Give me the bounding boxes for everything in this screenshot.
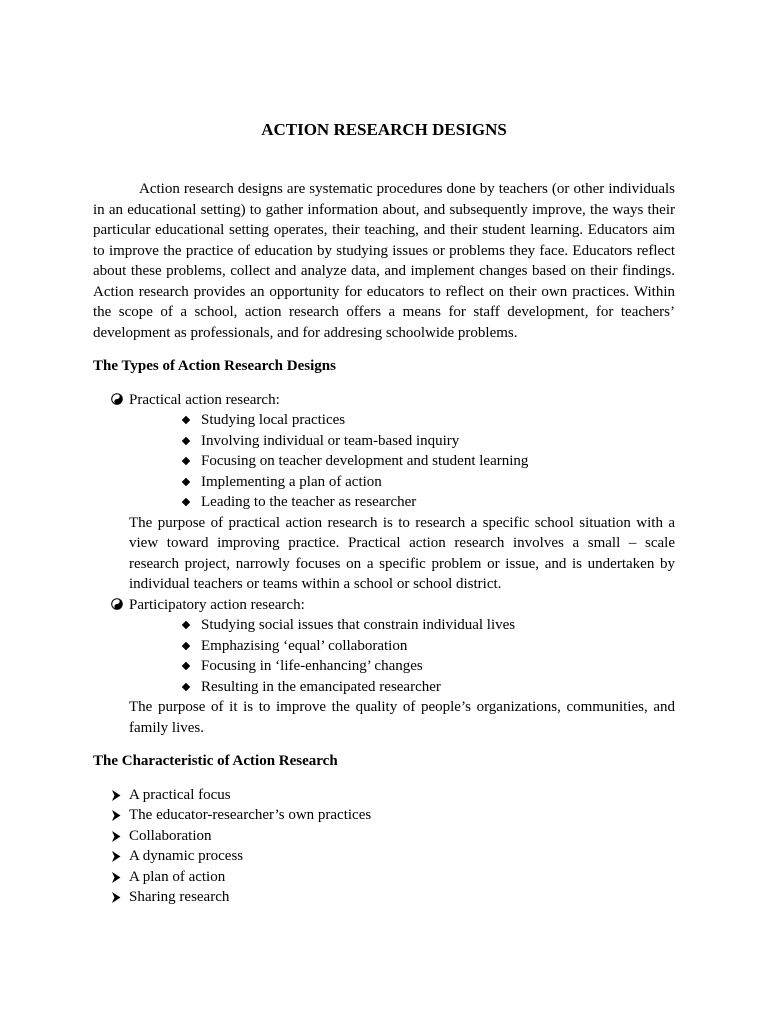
diamond-bullet-icon xyxy=(182,621,190,629)
list-item-text: A dynamic process xyxy=(129,848,244,864)
list-item-text: Focusing in ‘life-enhancing’ changes xyxy=(201,658,423,674)
diamond-bullet-icon xyxy=(182,416,190,424)
list-item xyxy=(93,805,675,826)
list-item xyxy=(166,451,675,472)
list-item xyxy=(166,472,675,493)
list-item xyxy=(166,492,675,513)
yin-yang-icon xyxy=(111,393,123,405)
arrow-bullet-icon xyxy=(111,790,121,801)
list-item-text: A practical focus xyxy=(129,786,231,803)
type-item-participatory xyxy=(93,595,675,739)
diamond-bullet-icon xyxy=(182,498,190,506)
diamond-bullet-icon xyxy=(182,662,190,670)
types-list xyxy=(93,390,675,739)
characteristics-heading: The Characteristic of Action Research xyxy=(93,753,338,769)
list-item xyxy=(93,887,675,908)
list-item-text: Involving individual or team-based inquiry xyxy=(201,432,460,449)
list-item-text: A plan of action xyxy=(129,868,226,885)
list-item xyxy=(166,677,675,698)
purpose-paragraph: The purpose of practical action research is to research a specific school situation with a view toward improving practice. Practical action research involves a small – scale research project, narrowly focuses on a specific problem or issue, and is undertaken by individual teachers or teams within a school or school district. xyxy=(129,514,675,592)
yin-yang-icon xyxy=(111,598,123,610)
type-item-practical xyxy=(93,390,675,595)
list-item xyxy=(166,410,675,431)
diamond-bullet-icon xyxy=(182,682,190,690)
list-item xyxy=(93,846,675,867)
arrow-bullet-icon xyxy=(111,831,121,842)
diamond-bullet-icon xyxy=(182,477,190,485)
list-item-text: Collaboration xyxy=(129,827,212,844)
list-item-text: Studying local practices xyxy=(201,412,346,428)
bullet-list xyxy=(129,410,675,513)
list-item xyxy=(93,867,675,888)
type-label: Participatory action research: xyxy=(129,596,305,613)
diamond-bullet-icon xyxy=(182,641,190,649)
arrow-bullet-icon xyxy=(111,810,121,821)
diamond-bullet-icon xyxy=(182,457,190,465)
arrow-bullet-icon xyxy=(111,892,121,903)
list-item-text: Sharing research xyxy=(129,889,230,905)
diamond-bullet-icon xyxy=(182,436,190,444)
document-body xyxy=(93,179,675,908)
intro-paragraph: Action research designs are systematic procedures done by teachers (or other individuals in an educational setting) to gather information about, and subsequently improve, the ways their particular educational setting operates, their teaching, and their student learning. Educators aim to improve the practice of education by studying issues or problems they face. Educators reflect about these problems, collect and analyze data, and implement changes based on their findings. Action research provides an opportunity for educators to reflect on their own practices. Within the scope of a school, action research offers a means for staff development, for teachers’ development as professionals, and for addresing schoolwide problems. xyxy=(93,181,675,341)
bullet-list xyxy=(129,615,675,697)
types-heading: The Types of Action Research Designs xyxy=(93,358,336,374)
arrow-bullet-icon xyxy=(111,872,121,883)
purpose-paragraph: The purpose of it is to improve the quality of people’s organizations, communities, and family lives. xyxy=(129,699,675,736)
list-item xyxy=(166,431,675,452)
list-item-text: Resulting in the emancipated researcher xyxy=(201,678,441,695)
list-item-text: Implementing a plan of action xyxy=(201,473,382,490)
list-item xyxy=(166,656,675,677)
list-item-text: Emphazising ‘equal’ collaboration xyxy=(201,637,408,654)
list-item-text: The educator-researcher’s own practices xyxy=(129,807,372,823)
list-item xyxy=(93,785,675,806)
list-item xyxy=(166,636,675,657)
list-item xyxy=(93,826,675,847)
page-title: ACTION RESEARCH DESIGNS xyxy=(261,120,507,140)
characteristics-list xyxy=(93,785,675,908)
list-item xyxy=(166,615,675,636)
arrow-bullet-icon xyxy=(111,851,121,862)
list-item-text: Leading to the teacher as researcher xyxy=(201,494,417,510)
type-label: Practical action research: xyxy=(129,391,280,408)
list-item-text: Focusing on teacher development and student learning xyxy=(201,453,529,469)
list-item-text: Studying social issues that constrain individual lives xyxy=(201,617,516,633)
